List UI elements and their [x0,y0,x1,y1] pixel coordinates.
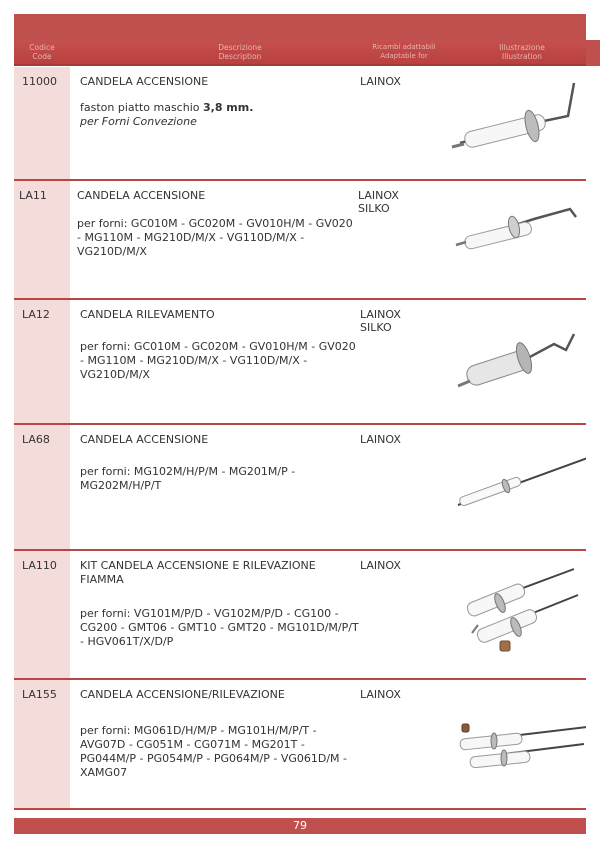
electrode-kit-icon [444,555,586,661]
table-row [14,551,586,680]
detail-text: faston piatto maschio [80,101,203,114]
side-tab [586,40,600,66]
product-title: CANDELA ACCENSIONE/RILEVAZIONE [80,688,285,701]
header-adapt-it: Ricambi adattabili [372,43,436,51]
adaptable-brand: LAINOX [360,559,401,572]
page-number: 79 [14,818,586,834]
table-row [14,680,586,810]
table-row [14,425,586,551]
detail-italic: per Forni Convezione [80,115,197,128]
adaptable-brand: LAINOX SILKO [360,308,401,334]
adaptable-brand: LAINOX [360,75,401,88]
product-detail: per forni: VG101M/P/D - VG102M/P/D - CG100 - CG200 - GMT06 - GMT10 - GMT20 - MG101D/M/P/T - HGV061T/X/D/P [80,607,359,648]
header-ill-it: Illustrazione [499,43,545,52]
adaptable-brand: LAINOX SILKO [358,189,399,215]
ignition-electrode-icon [444,185,586,291]
product-code: LA12 [22,308,50,321]
product-detail: per forni: MG061D/H/M/P - MG101H/M/P/T - AVG07D - CG051M - CG071M - MG201T - PG044M/P - PG054M/P - PG064M/P - VG061D/M - XAMG07 [80,724,348,779]
header-adaptable [354,43,454,61]
code-cell [14,551,70,678]
table-row [14,181,586,300]
detail-bold: 3,8 mm. [202,101,254,114]
header-code [14,43,70,61]
product-detail: per forni: MG102M/H/P/M - MG201M/P - MG202M/H/P/T [80,465,296,492]
header-ill-en: Illustration [501,52,543,61]
product-code: 11000 [22,75,57,88]
header-illustration [462,43,582,61]
adaptable-brand: LAINOX [360,688,401,701]
adaptable-brand: LAINOX [360,433,401,446]
header-desc-en: Description [218,52,262,61]
header-code-it: Codice [29,43,55,52]
product-title: KIT CANDELA ACCENSIONE E RILEVAZIONE FIAMMA [80,559,316,586]
detection-electrode-icon [444,304,586,410]
code-cell [14,67,70,179]
product-detail [80,101,360,129]
header-desc-it: Descrizione [218,43,262,52]
ignition-electrode-icon [444,429,586,535]
code-cell [14,300,70,423]
product-code: LA68 [22,433,50,446]
product-title: CANDELA ACCENSIONE [77,189,206,202]
product-code: LA155 [22,688,57,701]
product-code: LA11 [19,189,47,202]
code-cell [14,425,70,549]
header-code-en: Code [32,52,52,61]
table-header [14,40,586,66]
product-detail: per forni: GC010M - GC020M - GV010H/M - GV020 - MG110M - MG210D/M/X - VG110D/M/X - VG210D/M/X [77,217,353,258]
table-row [14,300,586,425]
product-detail: per forni: GC010M - GC020M - GV010H/M - GV020 - MG110M - MG210D/M/X - VG110D/M/X - VG210D/M/X [80,340,356,381]
product-title: CANDELA RILEVAMENTO [80,308,215,321]
top-band [14,14,586,40]
ignition-electrode-icon [444,71,586,177]
header-adapt-en: Adaptable for [380,52,428,60]
electrode-kit-icon [444,684,586,790]
code-cell [14,181,70,298]
product-title: CANDELA ACCENSIONE [80,75,209,88]
product-title: CANDELA ACCENSIONE [80,433,209,446]
code-cell [14,680,70,808]
table-row [14,67,586,181]
product-code: LA110 [22,559,57,572]
